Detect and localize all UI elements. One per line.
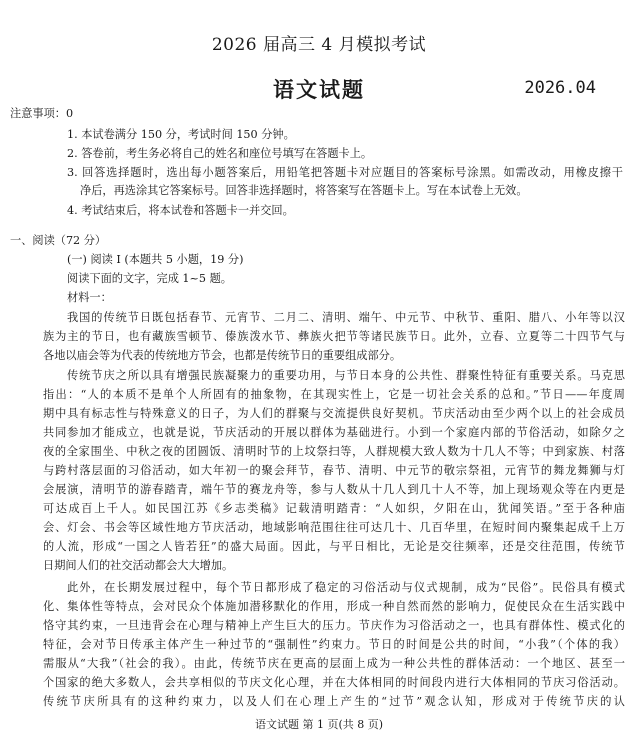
exam-date: 2026.04 (524, 78, 596, 98)
page-footer: 语文试题 第 1 页(共 8 页) (254, 718, 384, 731)
notice-item: 1. 本试卷满分 150 分，考试时间 150 分钟。 (67, 128, 295, 141)
passage-line: 会、灯会、书会等区域性地方节庆活动，地域影响范围往往可达几十、几百华里，在短时间内聚集起成千上万 (43, 521, 625, 534)
passage-line: 此外，在长期发展过程中，每个节日都形成了稳定的习俗活动与仪式规制，成为“民俗”。民俗具有模式 (67, 581, 625, 594)
passage-line: 族为主的节日，也有藏族雪顿节、傣族泼水节、彝族火把节等诸民族节日。此外，立春、立夏等二十四节气与 (43, 330, 625, 343)
passage-line: 指出：“人的本质不是单个人所固有的抽象物，在其现实性上，它是一切社会关系的总和。”节日——年度周 (43, 388, 625, 401)
passage-line: 特征，会对节日传承主体产生一种过节的“强制性”约束力。节日的时间是公共的时间，“小我”（个体的我） (43, 638, 625, 651)
passage-line: 化、集体性等特点，会对民众个体施加潜移默化的作用，形成一种自然而然的影响力，促使民众在生活实践中 (43, 600, 625, 613)
passage-line: 恪守其约束，一旦违背会在心理与精神上产生巨大的压力。节庆作为习俗活动之一，也具有群体性、模式化的 (43, 619, 625, 632)
passage-line: 日期间人们的社交活动都会大大增加。 (43, 559, 234, 572)
section-heading: 一、阅读（72 分） (10, 234, 107, 247)
subject-title: 语文试题 (273, 77, 365, 102)
passage-line: 会展演，清明节的游春踏青，端午节的赛龙舟等，参与人数从十几人到几十人不等，加上现场观众等在内更是 (43, 483, 625, 496)
passage-line: 个国家的绝大多数人，会共享相似的节庆文化心理，并在大体相同的时间段内进行大体相同的节庆习俗活动。 (43, 676, 625, 689)
passage-line: 可达成百上千人。如民国江苏《乡志类稿》记载清明踏青：“人如织，夕阳在山，犹闻笑语。”至于各种庙 (43, 502, 625, 515)
passage-line: 我国的传统节日既包括春节、元宵节、二月二、清明、端午、中元节、中秋节、重阳、腊八、小年等以汉 (67, 311, 625, 324)
notice-item: 2. 答卷前，考生务必将自己的姓名和座位号填写在答题卡上。 (67, 147, 373, 160)
passage-line: 期中具有标志性与特殊意义的日子，为人们的群聚与交流提供良好契机。节庆活动由至少两个以上的社会成员 (43, 407, 625, 420)
passage-line: 传统节庆之所以具有增强民族凝聚力的重要功用，与节日本身的公共性、群聚性特征有重要关系。马克思 (67, 369, 625, 382)
passage-line: 与跨村落层面的习俗活动，如大年初一的聚会拜节，春节、清明、中元节的敬宗祭祖，元宵节的舞龙舞狮与灯 (43, 464, 625, 477)
notice-item-continued: 净后，再选涂其它答案标号。回答非选择题时，将答案写在答题卡上。写在本试卷上无效。 (80, 184, 528, 197)
sub-section-heading: (一) 阅读 Ⅰ (本题共 5 小题，19 分) (67, 253, 244, 266)
notice-item: 3. 回答选择题时，选出每小题答案后，用铅笔把答题卡对应题目的答案标号涂黑。如需改动，用橡皮擦干 (67, 166, 623, 179)
notice-heading: 注意事项：0 (10, 107, 74, 120)
passage-line: 夜的全家围坐、中秋之夜的团圆饭、清明时节的上坟祭扫等，人群规模大致人数为十几人不等；中到家族、村落 (43, 445, 625, 458)
material-label: 材料一： (67, 291, 112, 304)
passage-line: 各地以庙会等为代表的传统地方节会，也都是传统节日的重要组成部分。 (43, 349, 402, 362)
notice-item: 4. 考试结束后，将本试卷和答题卡一并交回。 (67, 204, 294, 217)
exam-title: 2026 届高三 4 月模拟考试 (211, 35, 427, 55)
passage-line: 传统节庆所具有的这种约束力，以及人们在心理上产生的“过节”观念认知，形成对于传统节庆的认 (43, 695, 625, 708)
passage-line: 的人流，形成“一国之人皆若狂”的盛大局面。因此，与平日相比，无论是交往频率，还是交往范围，传统节 (43, 540, 625, 553)
reading-instruction: 阅读下面的文字，完成 1~5 题。 (67, 272, 232, 285)
passage-line: 需服从“大我”（社会的我）。由此，传统节庆在更高的层面上成为一种公共性的群体活动：一个地区、甚至一 (43, 657, 625, 670)
passage-line: 共同参加才能成立，也就是说，节庆活动的开展以群体为基础进行。小到一个家庭内部的节俗活动，如除夕之 (43, 426, 625, 439)
